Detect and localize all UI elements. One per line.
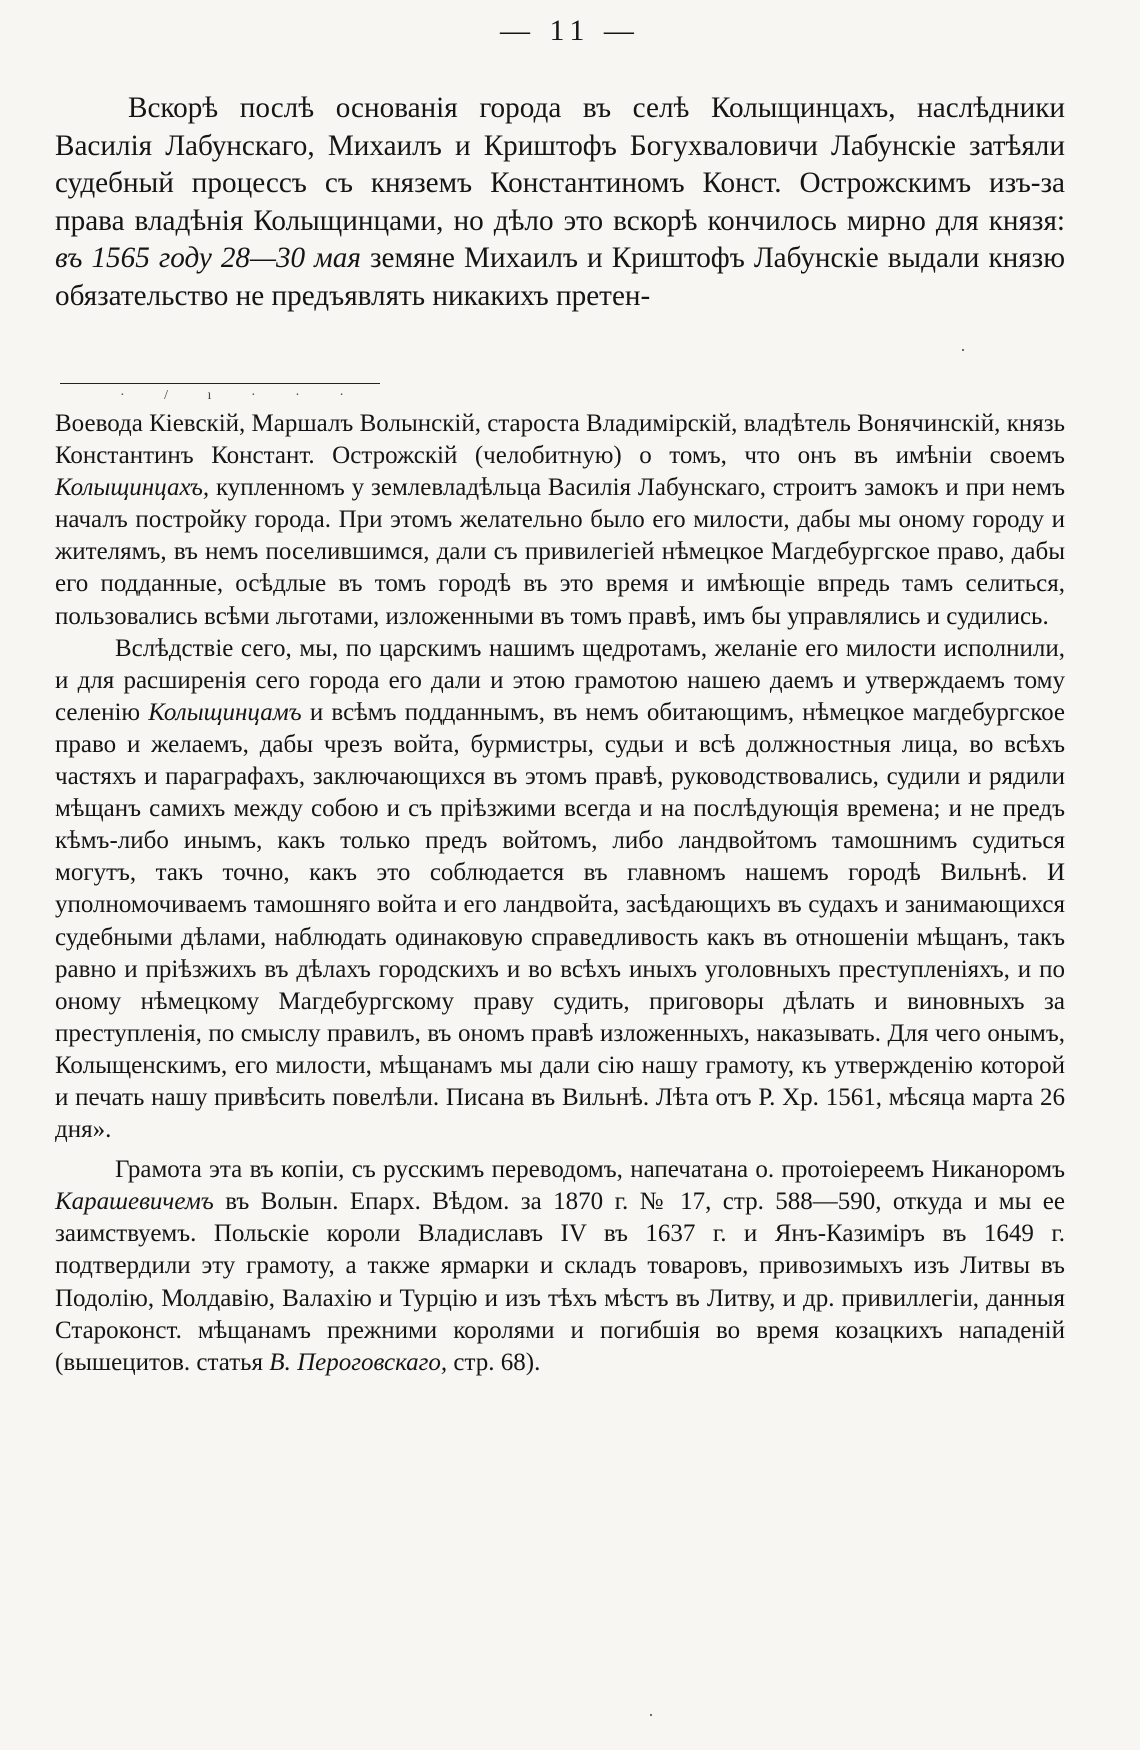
village-name-italic: Колыщинцамъ [148,698,302,726]
footnote-text-run: въ Волын. Епарх. Вѣдом. за 1870 г. № 17, стр. 588—590, откуда и мы ее заимствуемъ. Польскіе короли Владиславъ IV въ 1637 г. и Янъ-Казиміръ въ 1649 г. подтвердили эту грамоту, а также ярмарки и складъ товаровъ, привозимыхъ изъ Литвы въ Подолію, Молдавію, Валахію и Турцію и изъ тѣхъ мѣстъ въ Литву, и др. привиллегіи, данныя Староконст. мѣщанамъ прежними королями и погибшія во время козацкихъ нападеній (вышецитов. статья [55,1188,1065,1376]
page-number: — 11 — [500,14,640,47]
reference-italic: В. Пероговскаго, [269,1348,448,1376]
village-name-italic: Колыщинцахъ, [55,474,210,502]
footnote-text-run: Воевода Кіевскій, Маршалъ Волынскій, староста Владимірскій, владѣтель Вонячинскій, князь Константинъ Констант. Острожскій (челобитную) о томъ, что онъ въ имѣніи своемъ [55,410,1065,470]
footnote-paragraph-3 [55,1154,1065,1379]
print-speck: · [648,1705,654,1725]
main-paragraph-text-end: земяне Михаилъ и Криштофъ Лабунскіе выдали князю обязательство не предъявлять никакихъ претен- [55,242,1065,312]
main-paragraph [55,90,1065,315]
separator-specks: · / ı · · · [120,388,362,403]
author-name-italic: Карашевичемъ [55,1188,214,1216]
footnote-text-run: купленномъ у землевладѣльца Василія Лабунскаго, строитъ замокъ и при немъ началъ постройку города. При этомъ желательно было его милости, дабы мы оному городу и жителямъ, въ немъ поселившимся, дали съ привилегіей нѣмецкое Магдебургское право, дабы его подданные, осѣдлые въ томъ городѣ въ это время и имѣющіе впредь тамъ селиться, пользовались всѣми льготами, изложенными въ томъ правѣ, имъ бы управлялись и судились. [55,474,1065,630]
footnote-text [55,408,1065,1379]
footnote-text-run: стр. 68). [453,1348,541,1376]
footnote-text-run: Грамота эта въ копіи, съ русскимъ переводомъ, напечатана о. протоіереемъ Никаноромъ [115,1156,1065,1184]
main-text [55,90,1065,315]
footnote-text-run: и всѣмъ подданнымъ, въ немъ обитающимъ, нѣмецкое магдебургское право и желаемъ, дабы чрезъ войта, бурмистры, судьи и всѣ должностныя лица, во всѣхъ частяхъ и параграфахъ, заключающихся въ этомъ правѣ, руководствовались, судили и рядили мѣщанъ самихъ между собою и съ пріѣзжими всегда и на послѣдующія времена; и не предъ кѣмъ-либо инымъ, какъ только предъ войтомъ, либо ландвойтомъ тамошнимъ судиться могутъ, такъ точно, какъ это соблюдается въ главномъ нашемъ городѣ Вильнѣ. И уполномочиваемъ тамошняго войта и его ландвойта, засѣдающихъ въ судахъ и занимающихся судебными дѣлами, наблюдать одинаковую справедливость какъ въ отношеніи мѣщанъ, такъ равно и пріѣзжихъ въ дѣлахъ городскихъ и во всѣхъ иныхъ уголовныхъ преступленіяхъ, и по оному нѣмецкому Магдебургскому праву судить, приговоры дѣлать и виновныхъ за преступленія, по смыслу правилъ, въ ономъ правѣ изложенныхъ, наказывать. Для чего онымъ, Колыщенскимъ, его милости, мѣщанамъ мы дали сію нашу грамоту, къ утвержденію которой и печать нашу привѣсить повелѣли. Писана въ Вильнѣ. Лѣта отъ Р. Хр. 1561, мѣсяца марта 26 дня». [55,698,1065,1144]
date-italic: въ 1565 году 28—30 мая [55,242,361,274]
footnote-separator [60,383,380,384]
main-paragraph-text: Вскорѣ послѣ основанія города въ селѣ Колыщинцахъ, наслѣдники Василія Лабунскаго, Михаилъ и Криштофъ Богухваловичи Лабунскіе затѣяли судебный процессъ съ княземъ Константиномъ Конст. Острожскимъ изъ-за права владѣнія Колыщинцами, но дѣло это вскорѣ кончилось мирно для князя: [55,92,1065,237]
footnote-text-run: Вслѣдствіе сего, мы, по царскимъ нашимъ щедротамъ, желаніе его милости исполнили, и для расширенія сего города его дали и этою грамотою нашею даемъ и утверждаемъ тому селенію [55,634,1065,726]
footnote-paragraph-2 [55,633,1065,1147]
print-speck: · [960,340,966,360]
footnote-paragraph-1 [55,408,1065,633]
